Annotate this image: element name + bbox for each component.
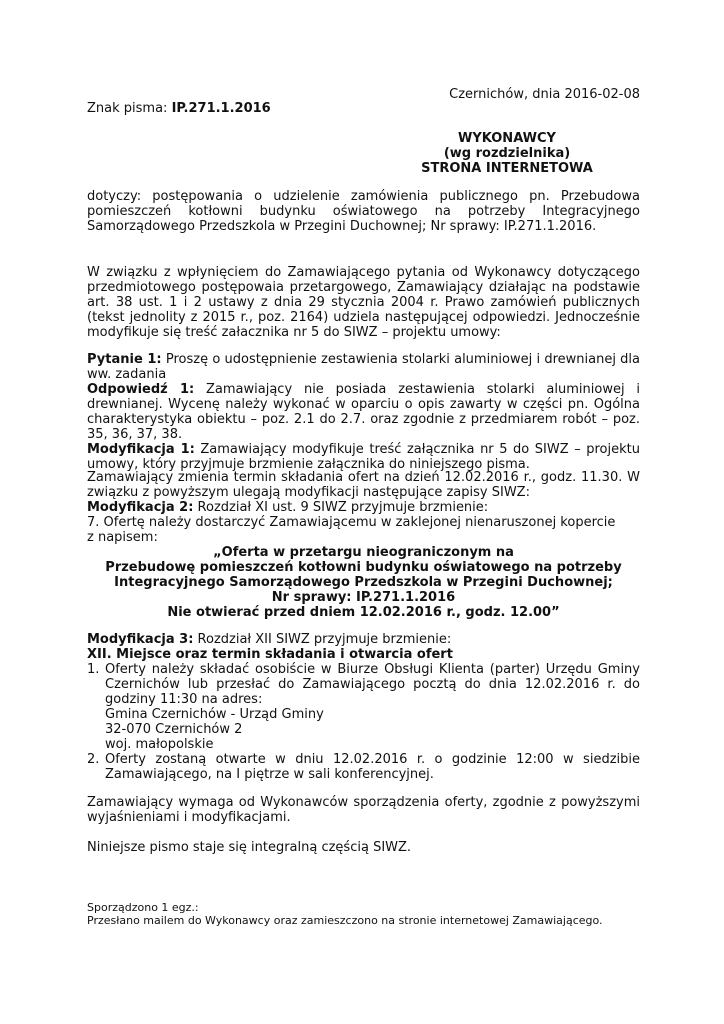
list-text: Oferty należy składać osobiście w Biurze Obsługi Klienta (parter) Urzędu Gminy Czernichów lub przesłać do Zamawiającego pocztą do dnia 12.02.2016 r. do godziny 11:30 na adres: <box>105 662 640 707</box>
modification-label: Modyfikacja 1: <box>87 442 195 457</box>
envelope-line: Nie otwierać przed dniem 12.02.2016 r., godz. 12.00” <box>167 605 560 620</box>
subject-paragraph: dotyczy: postępowania o udzielenie zamówienia publicznego pn. Przebudowa pomieszczeń kotłowni budynku oświatowego na potrzeby Integracyjnego Samorządowego Przedszkola w Przegini Duchownej; Nr sprawy: IP.271.1.2016. <box>87 189 640 234</box>
modification-text: Rozdział XI ust. 9 SIWZ przyjmuje brzmienie: <box>193 500 489 515</box>
envelope-line: Integracyjnego Samorządowego Przedszkola w Przegini Duchownej; <box>114 575 613 590</box>
answer-1 <box>87 382 640 442</box>
question-1 <box>87 352 640 382</box>
footer-note <box>87 901 640 927</box>
modification-2 <box>87 500 640 515</box>
addressee-block <box>397 131 617 176</box>
list-text: Oferty zostaną otwarte w dniu 12.02.2016 r. o godzinie 12:00 w siedzibie Zamawiającego, na I piętrze w sali konferencyjnej. <box>105 752 640 782</box>
modification-text: Zamawiający modyfikuje treść załącznika nr 5 do SIWZ – projektu umowy, który przyjmuje brzmienie załącznika do niniejszego pisma. <box>87 442 640 472</box>
list-item <box>87 662 640 752</box>
addressee-line: STRONA INTERNETOWA <box>421 161 593 176</box>
list-number: 2. <box>87 752 100 767</box>
address-line: woj. małopolskie <box>105 737 214 752</box>
reference-number <box>87 101 640 116</box>
deadline-block <box>87 470 640 545</box>
modification-text: Rozdział XII SIWZ przyjmuje brzmienie: <box>193 632 452 647</box>
list-item <box>87 752 640 782</box>
section-list <box>87 662 640 782</box>
answer-label: Odpowiedź 1: <box>87 382 195 397</box>
closing-paragraph-1: Zamawiający wymaga od Wykonawców sporządzenia oferty, zgodnie z powyższymi wyjaśnieniami i modyfikacjami. <box>87 795 640 825</box>
footer-line: Sporządzono 1 egz.: <box>87 901 199 914</box>
place-date: Czernichów, dnia 2016-02-08 <box>449 87 640 102</box>
answer-text: Zamawiający nie posiada zestawienia stolarki aluminiowej i drewnianej. Wycenę należy wykonać w oparciu o opis zawarty w części pn. Ogólna charakterystyka obiektu – poz. 2.1 do 2.7. oraz zgodnie z przedmiarem robót – poz. 35, 36, 37, 38. <box>87 382 640 442</box>
modification-3-block <box>87 632 640 782</box>
document-page <box>87 0 640 1024</box>
reference-value: IP.271.1.2016 <box>171 101 271 116</box>
address-line: 32-070 Czernichów 2 <box>105 722 243 737</box>
modification-label: Modyfikacja 2: <box>87 500 194 515</box>
envelope-line: Nr sprawy: IP.271.1.2016 <box>271 590 456 605</box>
addressee-line: WYKONAWCY <box>458 131 556 146</box>
modification-3 <box>87 632 640 647</box>
question-label: Pytanie 1: <box>87 352 162 367</box>
deadline-paragraph: Zamawiający zmienia termin składania ofert na dzień 12.02.2016 r., godz. 11.30. W związku z powyższym ulegają modyfikacji następujące zapisy SIWZ: <box>87 470 640 500</box>
qa-block <box>87 352 640 472</box>
question-text: Proszę o udostępnienie zestawienia stolarki aluminiowej i drewnianej dla ww. zadania <box>87 352 641 382</box>
envelope-line: Przebudowę pomieszczeń kotłowni budynku oświatowego na potrzeby <box>105 560 622 575</box>
footer-line: Przesłano mailem do Wykonawcy oraz zamieszczono na stronie internetowej Zamawiającego. <box>87 914 603 927</box>
envelope-line: „Oferta w przetargu nieograniczonym na <box>213 545 514 560</box>
address-line: Gmina Czernichów - Urząd Gminy <box>105 707 324 722</box>
reference-label: Znak pisma: <box>87 101 172 116</box>
closing-paragraph-2: Niniejsze pismo staje się integralną częścią SIWZ. <box>87 840 412 855</box>
intro-paragraph: W związku z wpłynięciem do Zamawiającego pytania od Wykonawcy dotyczącego przedmiotowego postępowaia przetargowego, Zamawiający działając na podstawie art. 38 ust. 1 i 2 ustawy z dnia 29 stycznia 2004 r. Prawo zamówień publicznych (tekst jednolity z 2015 r., poz. 2164) udziela następującej odpowiedzi. Jednocześnie modyfikuje się treść załacznika nr 5 do SIWZ – projektu umowy: <box>87 265 640 340</box>
list-number: 1. <box>87 662 100 677</box>
modification-label: Modyfikacja 3: <box>87 632 194 647</box>
modification-2-line: z napisem: <box>87 530 158 545</box>
section-title: XII. Miejsce oraz termin składania i otwarcia ofert <box>87 647 453 662</box>
modification-2-line: 7. Ofertę należy dostarczyć Zamawiającemu w zaklejonej nienaruszonej kopercie <box>87 515 616 530</box>
addressee-line: (wg rozdzielnika) <box>443 146 571 161</box>
modification-1 <box>87 442 640 472</box>
envelope-label-block <box>87 545 640 620</box>
